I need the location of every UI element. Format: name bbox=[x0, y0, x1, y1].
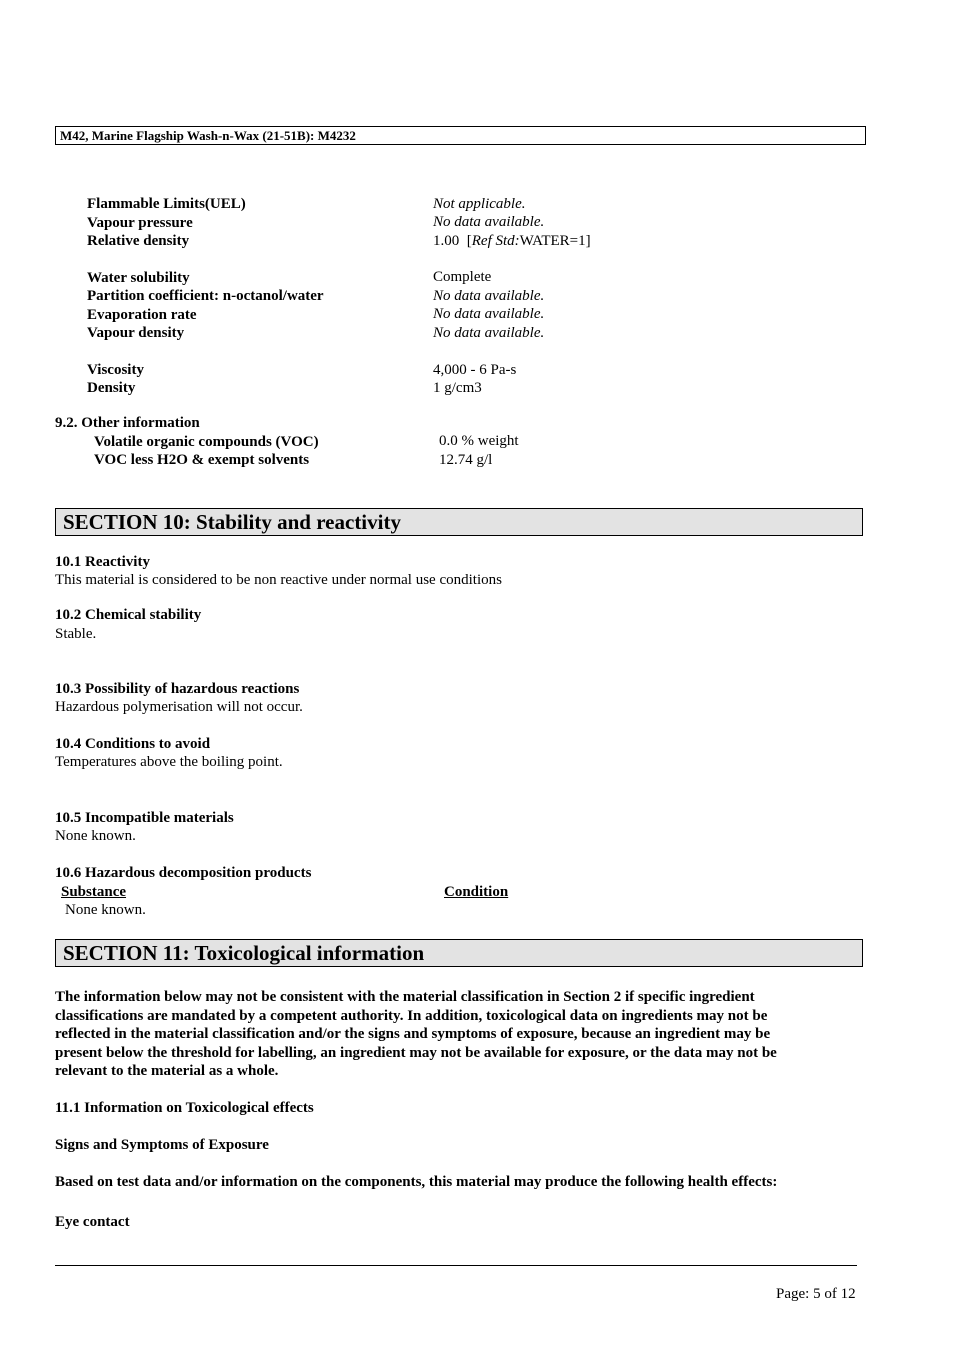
subsection-heading: 10.2 Chemical stability bbox=[55, 607, 202, 623]
document-header bbox=[55, 126, 866, 145]
subsection-text: Stable. bbox=[55, 626, 97, 642]
property-label: Density bbox=[87, 380, 136, 396]
section-10-title: SECTION 10: Stability and reactivity bbox=[63, 510, 401, 534]
other-info-label: VOC less H2O & exempt solvents bbox=[94, 452, 310, 468]
property-label: Vapour pressure bbox=[87, 215, 193, 231]
other-info-heading: 9.2. Other information bbox=[55, 415, 200, 431]
other-info-value: 12.74 g/l bbox=[439, 452, 493, 468]
intro-line: The information below may not be consistent with the material classification in Section 2 if specific ingredient bbox=[55, 989, 755, 1005]
property-value: 1.00 [Ref Std:WATER=1] bbox=[433, 233, 591, 249]
section-11-title: SECTION 11: Toxicological information bbox=[63, 941, 425, 965]
property-label: Evaporation rate bbox=[87, 307, 197, 323]
property-label: Viscosity bbox=[87, 362, 144, 378]
subsection-heading: 10.1 Reactivity bbox=[55, 554, 150, 570]
other-info-value: 0.0 % weight bbox=[439, 433, 519, 449]
intro-line: reflected in the material classification and/or the signs and symptoms of exposure, because an ingredient may be bbox=[55, 1026, 771, 1042]
intro-line: classifications are mandated by a competent authority. In addition, toxicological data on ingredients may not be bbox=[55, 1008, 768, 1024]
property-value: No data available. bbox=[433, 306, 545, 322]
eye-contact-heading: Eye contact bbox=[55, 1214, 130, 1230]
health-effects-line: Based on test data and/or information on the components, this material may produce the following health effects: bbox=[55, 1174, 778, 1190]
subsection-heading: 10.5 Incompatible materials bbox=[55, 810, 234, 826]
subsection-text: None known. bbox=[55, 828, 136, 844]
subsection-text: This material is considered to be non reactive under normal use conditions bbox=[55, 572, 502, 588]
intro-line: relevant to the material as a whole. bbox=[55, 1063, 279, 1079]
table-header-condition: Condition bbox=[444, 884, 509, 900]
property-label: Water solubility bbox=[87, 270, 190, 286]
subsection-heading: 10.6 Hazardous decomposition products bbox=[55, 865, 312, 881]
property-value: No data available. bbox=[433, 288, 545, 304]
property-value: No data available. bbox=[433, 214, 545, 230]
subsection-text: Hazardous polymerisation will not occur. bbox=[55, 699, 303, 715]
tox-info-heading: 11.1 Information on Toxicological effects bbox=[55, 1100, 314, 1116]
table-header-substance: Substance bbox=[61, 884, 127, 900]
section-10-header bbox=[55, 508, 863, 536]
subsection-heading: 10.3 Possibility of hazardous reactions bbox=[55, 681, 300, 697]
property-value: 1 g/cm3 bbox=[433, 380, 482, 396]
property-label: Vapour density bbox=[87, 325, 185, 341]
property-value: 4,000 - 6 Pa-s bbox=[433, 362, 517, 378]
property-label: Flammable Limits(UEL) bbox=[87, 196, 246, 212]
page-number: Page: 5 of 12 bbox=[776, 1286, 856, 1302]
signs-heading: Signs and Symptoms of Exposure bbox=[55, 1137, 269, 1153]
other-info-label: Volatile organic compounds (VOC) bbox=[94, 434, 319, 450]
footer-divider bbox=[55, 1265, 857, 1266]
document-title: M42, Marine Flagship Wash-n-Wax (21-51B): M4232 bbox=[60, 128, 356, 143]
ref-std-label: Ref Std: bbox=[471, 233, 520, 249]
section-11-header bbox=[55, 939, 863, 967]
property-value: Complete bbox=[433, 269, 492, 285]
intro-line: present below the threshold for labelling, an ingredient may not be available for exposure, or the data may not be bbox=[55, 1045, 777, 1061]
subsection-text: Temperatures above the boiling point. bbox=[55, 754, 283, 770]
ref-std-value: WATER=1 bbox=[519, 233, 586, 249]
property-value: No data available. bbox=[433, 325, 545, 341]
property-value: Not applicable. bbox=[433, 196, 526, 212]
subsection-heading: 10.4 Conditions to avoid bbox=[55, 736, 211, 752]
property-label: Partition coefficient: n-octanol/water bbox=[87, 288, 324, 304]
property-label: Relative density bbox=[87, 233, 190, 249]
table-row: None known. bbox=[65, 902, 146, 918]
